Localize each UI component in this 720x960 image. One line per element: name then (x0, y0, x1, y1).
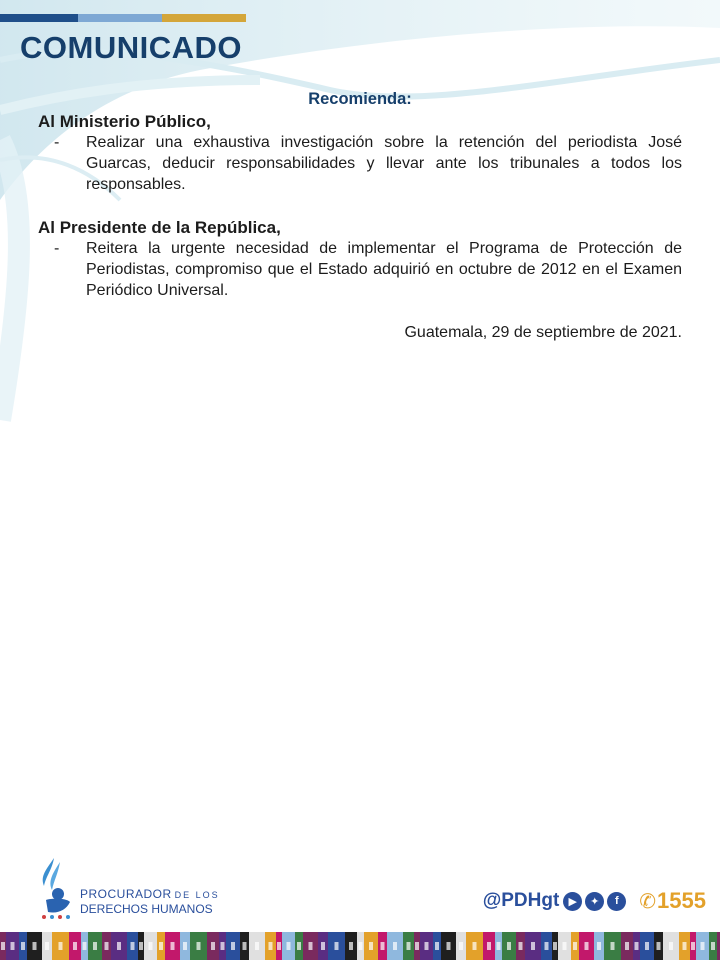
bullet-dash: - (54, 134, 60, 151)
phone-icon: ✆ (639, 891, 657, 913)
section-recipient: Al Presidente de la República, (38, 218, 281, 237)
list-item (38, 238, 682, 301)
social-links (483, 888, 706, 914)
date-line: Guatemala, 29 de septiembre de 2021. (404, 324, 682, 341)
list-item-text: Reitera la urgente necesidad de implementar el Programa de Protección de Periodistas, compromiso que el Estado adquirió en octubre de 2012 en el Examen Periódico Universal. (86, 240, 682, 299)
list-item (38, 132, 682, 195)
pdh-figure-logo-icon (36, 856, 74, 922)
section-recipient: Al Ministerio Público, (38, 112, 211, 131)
bullet-dash: - (54, 240, 60, 257)
twitter-icon[interactable]: ✦ (585, 892, 604, 911)
header-color-bars (0, 14, 246, 22)
youtube-icon[interactable]: ▶ (563, 892, 582, 911)
social-handle[interactable]: @PDHgt (482, 890, 560, 911)
phone-number[interactable]: ✆1555 (639, 888, 706, 913)
list-item-text: Realizar una exhaustiva investigación sobre la retención del periodista José Guarcas, deducir responsabilidades y llevar ante los tribunales a todos los responsables. (86, 134, 682, 193)
page-title: COMUNICADO (20, 30, 242, 65)
document-body (38, 89, 682, 343)
textile-pattern-border (0, 918, 720, 960)
recommendations-heading: Recomienda: (308, 90, 412, 108)
pdh-logo (36, 856, 220, 922)
facebook-icon[interactable]: f (607, 892, 626, 911)
pdh-logo-text: PROCURADOR DE LOS DERECHOS HUMANOS (80, 887, 220, 916)
